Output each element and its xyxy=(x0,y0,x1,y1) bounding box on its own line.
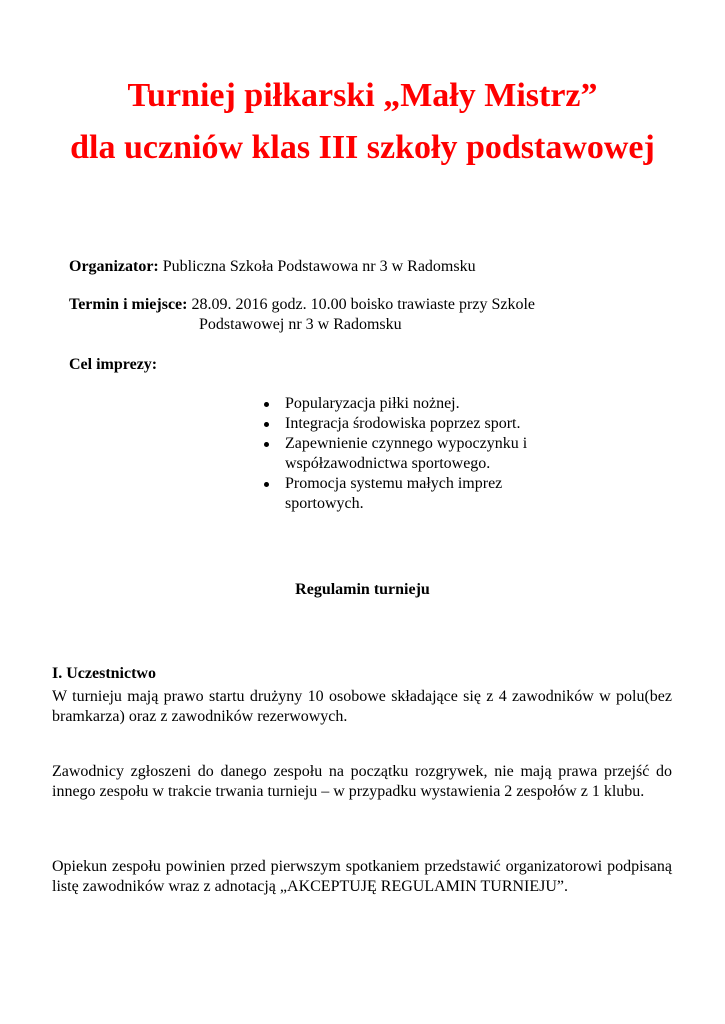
section-title-participation: I. Uczestnictwo xyxy=(52,665,156,682)
goal-text: Popularyzacja piłki nożnej. xyxy=(285,395,460,412)
bullet-icon xyxy=(264,482,269,487)
organizer-row xyxy=(69,257,476,277)
bullet-icon xyxy=(264,442,269,447)
list-item xyxy=(262,434,582,474)
list-item xyxy=(262,394,582,414)
goal-text: Promocja systemu małych imprez sportowych. xyxy=(285,475,503,512)
termin-row xyxy=(69,295,535,315)
termin-label: Termin i miejsce: xyxy=(69,296,188,313)
list-item xyxy=(262,474,582,514)
bullet-icon xyxy=(264,422,269,427)
bullet-icon xyxy=(264,402,269,407)
paragraph-2: Zawodnicy zgłoszeni do danego zespołu na początku rozgrywek, nie mają prawa przejść do innego zespołu w trakcie trwania turnieju – w przypadku wystawienia 2 zespołów z 1 klubu. xyxy=(52,763,672,800)
title-line-1: Turniej piłkarski „Mały Mistrz” xyxy=(127,77,598,114)
paragraph-1: W turnieju mają prawo startu drużyny 10 osobowe składające się z 4 zawodników w polu(bez bramkarza) oraz z zawodników rezerwowych. xyxy=(52,688,672,725)
termin-value-line2: Podstawowej nr 3 w Radomsku xyxy=(199,316,402,333)
goals-list xyxy=(262,394,582,514)
termin-value-line1: 28.09. 2016 godz. 10.00 boisko trawiaste przy Szkole xyxy=(187,296,535,313)
paragraph-3: Opiekun zespołu powinien przed pierwszym spotkaniem przedstawić organizatorowi podpisaną listę zawodników wraz z adnotacją „AKCEPTUJĘ REGULAMIN TURNIEJU”. xyxy=(52,858,672,895)
goal-text: Zapewnienie czynnego wypoczynku i współzawodnictwa sportowego. xyxy=(285,435,528,472)
goal-text: Integracja środowiska poprzez sport. xyxy=(285,415,521,432)
regulations-title: Regulamin turnieju xyxy=(295,581,430,598)
cel-label: Cel imprezy: xyxy=(69,356,158,373)
list-item xyxy=(262,414,582,434)
organizer-label: Organizator: xyxy=(69,258,159,275)
title-line-2: dla uczniów klas III szkoły podstawowej xyxy=(70,129,655,166)
organizer-value: Publiczna Szkoła Podstawowa nr 3 w Radomsku xyxy=(158,258,476,275)
